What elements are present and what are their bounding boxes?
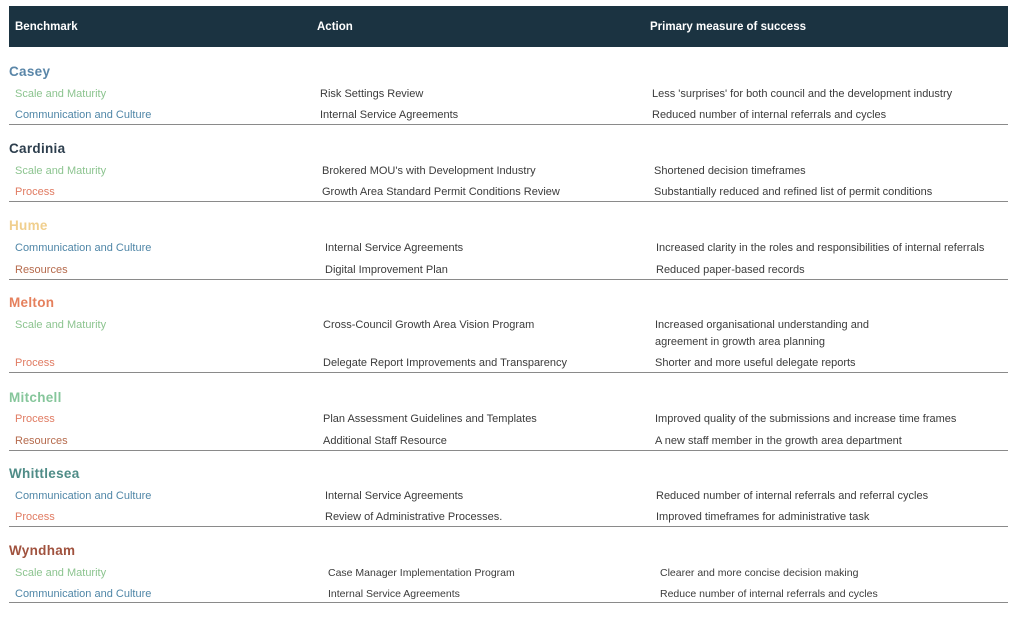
category-label: Communication and Culture: [15, 109, 152, 121]
category-label: Process: [15, 511, 55, 523]
measure-cell: Substantially reduced and refined list of permit conditions: [654, 186, 933, 198]
category-label: Resources: [15, 435, 68, 447]
action-cell: Delegate Report Improvements and Transparency: [323, 357, 567, 369]
category-label: Communication and Culture: [15, 490, 152, 502]
category-label: Scale and Maturity: [15, 165, 107, 177]
action-cell: Additional Staff Resource: [323, 435, 447, 447]
action-cell: Review of Administrative Processes.: [325, 511, 503, 523]
category-label: Process: [15, 357, 55, 369]
measure-cell: Less 'surprises' for both council and the development industry: [652, 88, 953, 100]
header-benchmark: Benchmark: [15, 21, 78, 33]
table-header: [9, 6, 1008, 47]
council-name: Mitchell: [9, 390, 62, 405]
category-label: Scale and Maturity: [15, 567, 107, 579]
category-label: Process: [15, 186, 55, 198]
measure-cell: A new staff member in the growth area department: [655, 435, 902, 447]
category-label: Resources: [15, 264, 68, 276]
section-divider: [9, 124, 1008, 125]
council-name: Hume: [9, 218, 48, 233]
measure-cell: Increased clarity in the roles and responsibilities of internal referrals: [656, 242, 985, 254]
action-cell: Internal Service Agreements: [328, 588, 460, 600]
category-label: Process: [15, 413, 55, 425]
measure-cell: Improved quality of the submissions and increase time frames: [655, 413, 957, 425]
action-cell: Growth Area Standard Permit Conditions Review: [322, 186, 560, 198]
measure-cell: Shorter and more useful delegate reports: [655, 357, 856, 369]
action-cell: Internal Service Agreements: [325, 490, 464, 502]
section-divider: [9, 450, 1008, 451]
measure-cell: Reduced number of internal referrals and cycles: [652, 109, 887, 121]
measure-cell: Reduced number of internal referrals and referral cycles: [656, 490, 929, 502]
header-measure: Primary measure of success: [650, 21, 806, 33]
action-cell: Internal Service Agreements: [320, 109, 459, 121]
section-divider: [9, 526, 1008, 527]
section-divider: [9, 279, 1008, 280]
measure-cell: Reduce number of internal referrals and cycles: [660, 588, 878, 600]
council-name: Melton: [9, 295, 55, 310]
header-action: Action: [317, 21, 353, 33]
action-cell: Digital Improvement Plan: [325, 264, 448, 276]
action-cell: Internal Service Agreements: [325, 242, 464, 254]
measure-cell: Reduced paper-based records: [656, 264, 805, 276]
measure-cell: Shortened decision timeframes: [654, 165, 806, 177]
category-label: Scale and Maturity: [15, 88, 107, 100]
section-divider: [9, 602, 1008, 603]
category-label: Communication and Culture: [15, 588, 152, 600]
measure-cell-line2: agreement in growth area planning: [655, 336, 826, 348]
category-label: Communication and Culture: [15, 242, 152, 254]
category-label: Scale and Maturity: [15, 319, 107, 331]
council-name: Wyndham: [9, 543, 76, 558]
action-cell: Cross-Council Growth Area Vision Program: [323, 319, 535, 331]
action-cell: Case Manager Implementation Program: [328, 567, 515, 579]
measure-cell: Increased organisational understanding and: [655, 319, 870, 331]
measure-cell: Clearer and more concise decision making: [660, 567, 859, 579]
council-name: Whittlesea: [9, 466, 80, 481]
council-name: Cardinia: [9, 141, 66, 156]
action-cell: Plan Assessment Guidelines and Templates: [323, 413, 537, 425]
section-divider: [9, 201, 1008, 202]
section-divider: [9, 372, 1008, 373]
council-name: Casey: [9, 64, 51, 79]
measure-cell: Improved timeframes for administrative task: [656, 511, 870, 523]
action-cell: Brokered MOU's with Development Industry: [322, 165, 536, 177]
action-cell: Risk Settings Review: [320, 88, 424, 100]
